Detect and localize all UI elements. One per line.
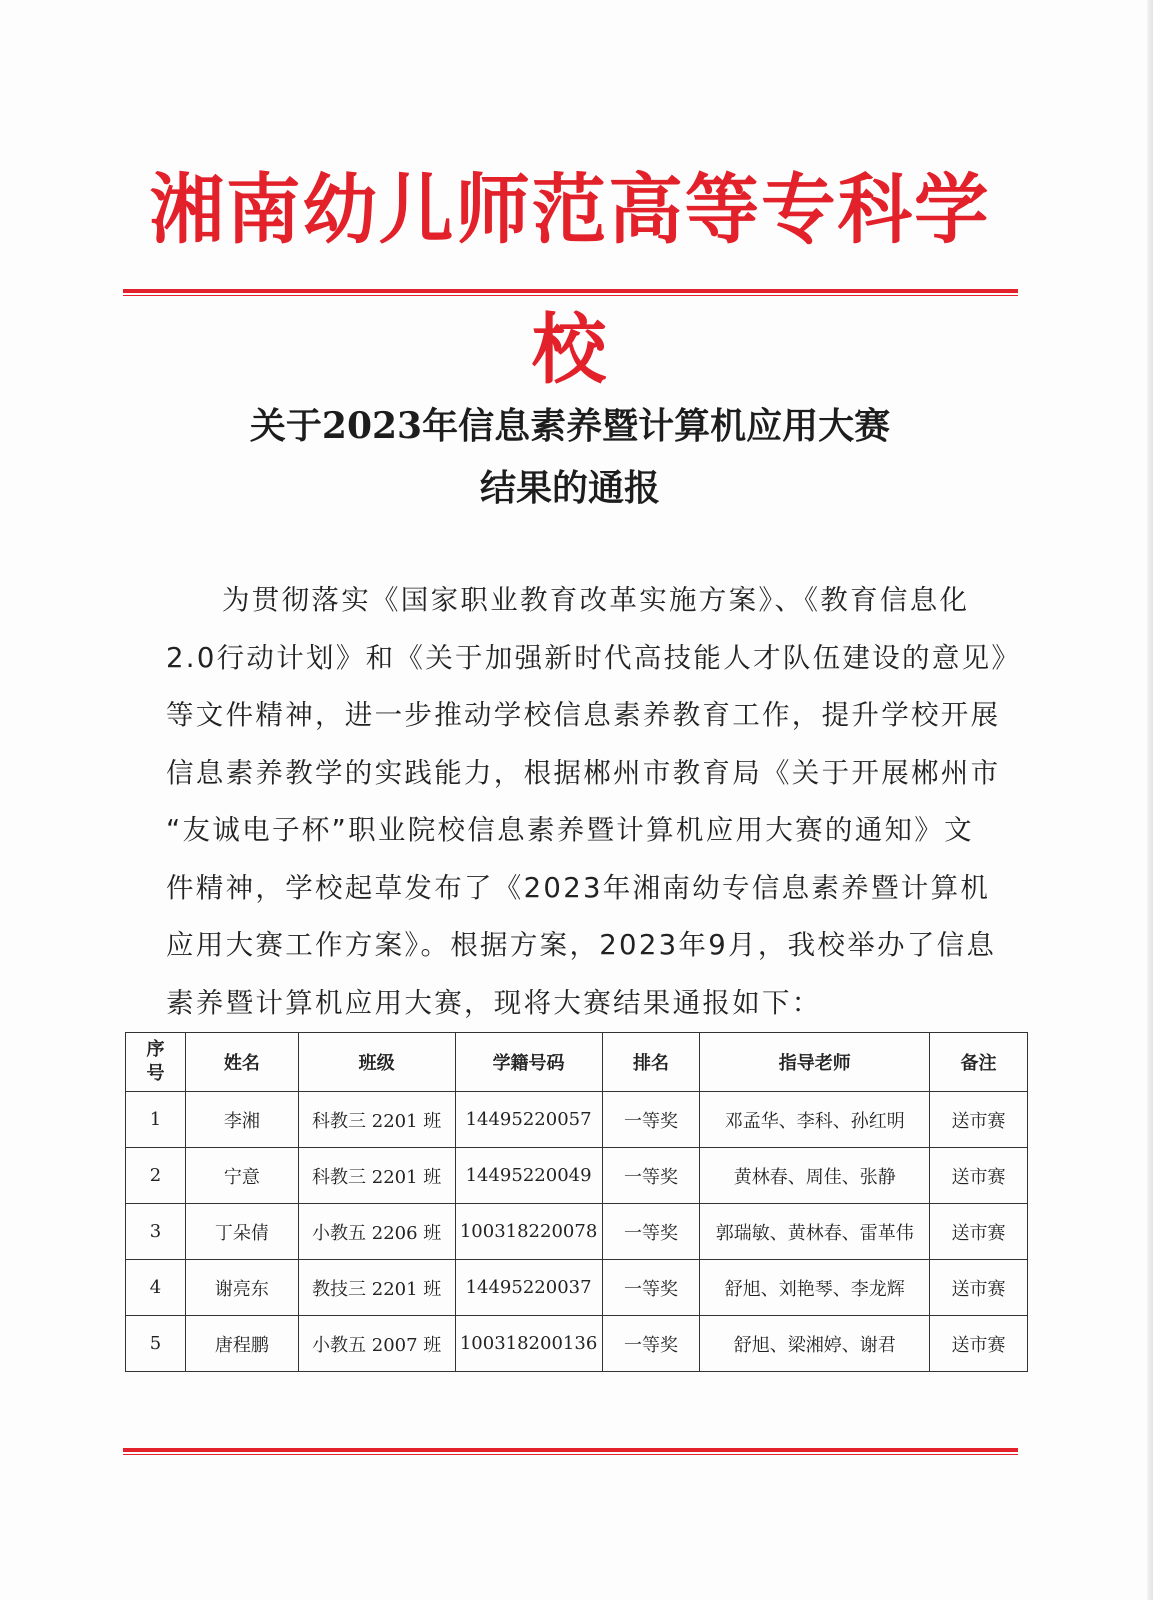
cell-remark: 送市赛	[930, 1148, 1028, 1204]
document-body	[166, 572, 1022, 1032]
document-title-line2: 结果的通报	[479, 467, 660, 509]
cell-rank: 一等奖	[602, 1316, 700, 1372]
cell-rank: 一等奖	[602, 1204, 700, 1260]
cell-class: 科教三 2201 班	[298, 1092, 455, 1148]
header-student-id: 学籍号码	[455, 1033, 602, 1092]
body-line: 等文件精神，进一步推动学校信息素养教育工作，提升学校开展	[166, 699, 1001, 731]
body-line: 应用大赛工作方案》。根据方案，2023年9月，我校举办了信息	[166, 929, 997, 961]
cell-remark: 送市赛	[930, 1204, 1028, 1260]
cell-rank: 一等奖	[602, 1092, 700, 1148]
document-title-line1: 关于2023年信息素养暨计算机应用大赛	[249, 405, 891, 447]
table-header-row	[126, 1033, 1028, 1092]
header-class: 班级	[298, 1033, 455, 1092]
cell-seq: 3	[126, 1204, 186, 1260]
cell-advisors: 郭瑞敏、黄林春、雷革伟	[700, 1204, 930, 1260]
table-row	[126, 1260, 1028, 1316]
body-line: 为贯彻落实《国家职业教育改革实施方案》、《教育信息化	[222, 584, 970, 616]
header-name: 姓名	[185, 1033, 298, 1092]
cell-class: 教技三 2201 班	[298, 1260, 455, 1316]
letterhead-school-name: 湘南幼儿师范高等专科学校	[149, 165, 991, 394]
header-seq: 序 号	[126, 1033, 186, 1092]
cell-class: 小教五 2007 班	[298, 1316, 455, 1372]
cell-remark: 送市赛	[930, 1092, 1028, 1148]
cell-remark: 送市赛	[930, 1316, 1028, 1372]
table-row	[126, 1148, 1028, 1204]
header-rank: 排名	[602, 1033, 700, 1092]
header-advisors: 指导老师	[700, 1033, 930, 1092]
body-line: 2.0行动计划》和《关于加强新时代高技能人才队伍建设的意见》	[166, 641, 1022, 674]
table-row	[126, 1092, 1028, 1148]
body-line: 件精神，学校起草发布了《2023年湘南幼专信息素养暨计算机	[166, 871, 991, 904]
cell-seq: 1	[126, 1092, 186, 1148]
cell-advisors: 邓孟华、李科、孙红明	[700, 1092, 930, 1148]
cell-name: 宁意	[185, 1148, 298, 1204]
body-line: “友诚电子杯”职业院校信息素养暨计算机应用大赛的通知》文	[166, 814, 974, 846]
cell-student-id: 14495220049	[455, 1148, 602, 1204]
cell-student-id: 14495220037	[455, 1260, 602, 1316]
cell-rank: 一等奖	[602, 1260, 700, 1316]
footer-red-rule	[123, 1448, 1018, 1455]
cell-class: 小教五 2206 班	[298, 1204, 455, 1260]
cell-name: 谢亮东	[185, 1260, 298, 1316]
cell-seq: 4	[126, 1260, 186, 1316]
cell-seq: 5	[126, 1316, 186, 1372]
body-line: 信息素养教学的实践能力，根据郴州市教育局《关于开展郴州市	[166, 756, 1001, 789]
cell-student-id: 100318200136	[455, 1316, 602, 1372]
scan-edge-shadow	[1147, 0, 1153, 1600]
cell-advisors: 黄林春、周佳、张静	[700, 1148, 930, 1204]
cell-student-id: 14495220057	[455, 1092, 602, 1148]
cell-student-id: 100318220078	[455, 1204, 602, 1260]
header-remark: 备注	[930, 1033, 1028, 1092]
cell-class: 科教三 2201 班	[298, 1148, 455, 1204]
cell-name: 丁朵倩	[185, 1204, 298, 1260]
cell-name: 唐程鹏	[185, 1316, 298, 1372]
table-row	[126, 1204, 1028, 1260]
cell-advisors: 舒旭、梁湘婷、谢君	[700, 1316, 930, 1372]
body-line: 素养暨计算机应用大赛，现将大赛结果通报如下：	[166, 986, 822, 1019]
letterhead-top-rule	[123, 289, 1018, 296]
cell-remark: 送市赛	[930, 1260, 1028, 1316]
cell-advisors: 舒旭、刘艳琴、李龙辉	[700, 1260, 930, 1316]
table-row	[126, 1316, 1028, 1372]
document-title	[120, 395, 1020, 519]
results-table	[125, 1032, 1028, 1372]
cell-seq: 2	[126, 1148, 186, 1204]
cell-rank: 一等奖	[602, 1148, 700, 1204]
cell-name: 李湘	[185, 1092, 298, 1148]
